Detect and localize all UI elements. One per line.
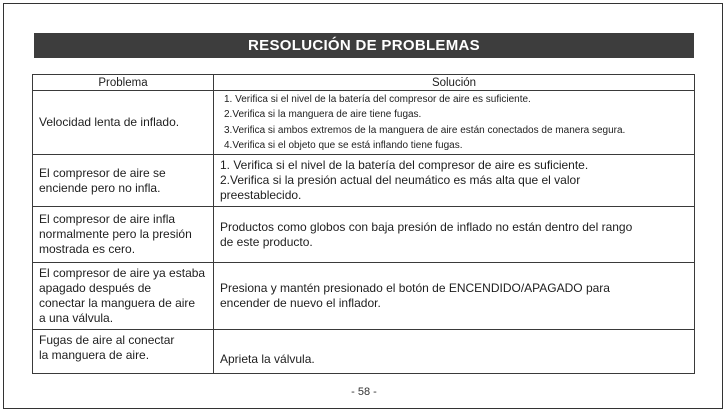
solution-line: de este producto. — [220, 234, 313, 249]
table-row — [33, 91, 695, 155]
problem-cell — [33, 91, 214, 155]
solution-line: encender de nuevo el inflador. — [220, 296, 381, 310]
problem-cell — [33, 155, 214, 207]
problem-cell — [33, 330, 214, 374]
solution-cell — [214, 263, 695, 330]
table-row — [33, 207, 695, 263]
header-problem: Problema — [33, 75, 214, 91]
solution-line: Presiona y mantén presionado el botón de ENCENDIDO/APAGADO para — [220, 281, 610, 295]
solution-line: 1. Verifica si el nivel de la batería del compresor de aire es suficiente. — [224, 93, 531, 105]
problem-line: El compresor de aire infla — [39, 212, 176, 226]
table-row — [33, 263, 695, 330]
problem-line: Fugas de aire al conectar — [39, 333, 175, 347]
problem-line: El compresor de aire se — [39, 165, 166, 180]
solution-line: preestablecido. — [220, 188, 302, 202]
page-title: RESOLUCIÓN DE PROBLEMAS — [34, 33, 694, 58]
problem-line: conectar la manguera de aire — [39, 296, 196, 310]
solution-cell — [214, 155, 695, 207]
solution-line: 3.Verifica si ambos extremos de la manguera de aire están conectados de manera segura. — [224, 124, 626, 136]
table-header-row — [33, 75, 695, 91]
table-row — [33, 155, 695, 207]
problem-line: a una válvula. — [39, 311, 114, 325]
problem-line: enciende pero no infla. — [39, 180, 161, 195]
problem-line: El compresor de aire ya estaba — [39, 266, 206, 280]
problem-line: mostrada es cero. — [39, 242, 136, 256]
solution-line: 1. Verifica si el nivel de la batería del compresor de aire es suficiente. — [220, 158, 589, 172]
solution-cell — [214, 330, 695, 374]
problem-line: la manguera de aire. — [39, 348, 150, 362]
solution-line: 4.Verifica si el objeto que se está inflando tiene fugas. — [224, 140, 463, 151]
table-row — [33, 330, 695, 374]
problem-line: normalmente pero la presión — [39, 227, 192, 241]
solution-line: Productos como globos con baja presión de inflado no están dentro del rango — [220, 219, 633, 234]
solution-cell — [214, 91, 695, 155]
page-number: - 58 - — [351, 386, 377, 398]
problem-cell — [33, 207, 214, 263]
solution-line: Aprieta la válvula. — [220, 352, 315, 366]
header-solution: Solución — [214, 75, 695, 91]
troubleshooting-table — [32, 74, 695, 374]
solution-cell — [214, 207, 695, 263]
problem-line: apagado después de — [39, 281, 152, 295]
problem-line: Velocidad lenta de inflado. — [39, 115, 180, 129]
solution-line: 2.Verifica si la manguera de aire tiene fugas. — [224, 109, 422, 120]
problem-cell — [33, 263, 214, 330]
solution-line: 2.Verifica si la presión actual del neumático es más alta que el valor — [220, 173, 581, 187]
